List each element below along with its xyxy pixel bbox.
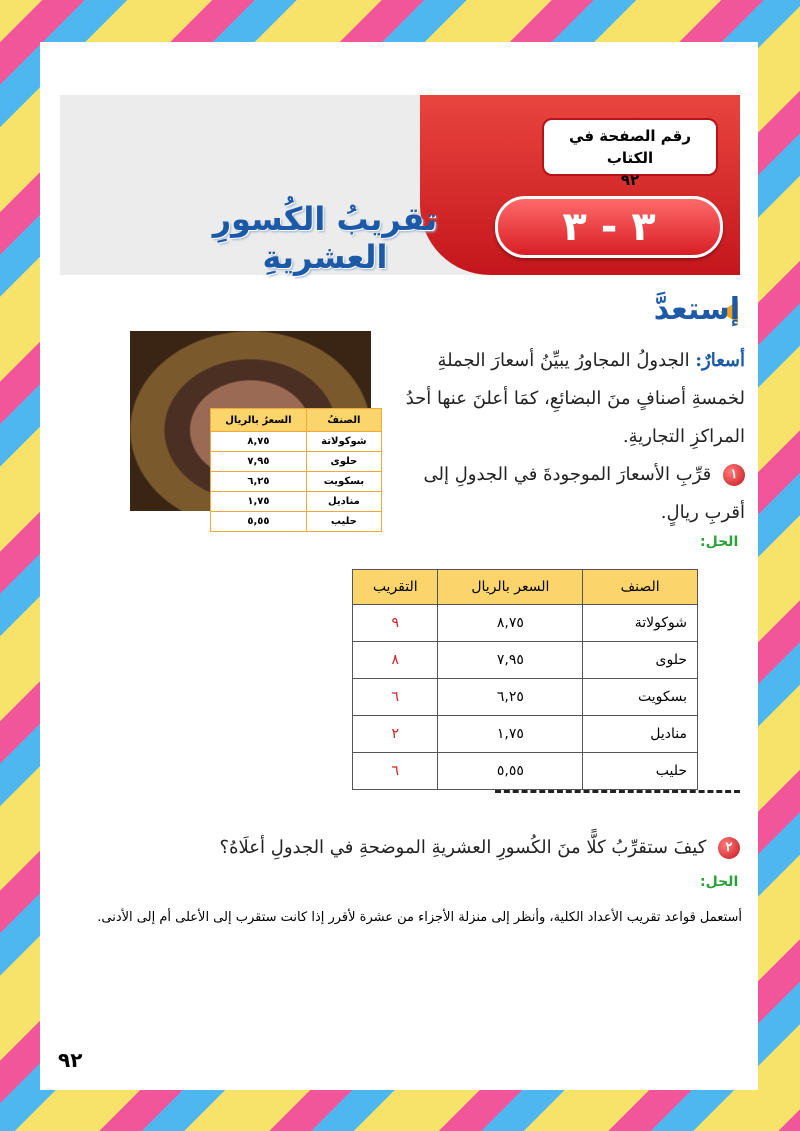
lesson-title: تقريبُ الكُسورِ العشريةِ [212, 200, 438, 276]
item-price: ٧,٩٥ [438, 642, 583, 679]
item-price: ٨,٧٥ [438, 605, 583, 642]
question-1 [395, 456, 745, 532]
mini-header-item: الصنفُ [306, 409, 381, 432]
header-item: الصنف [583, 570, 698, 605]
book-page-reference [542, 118, 718, 189]
dashed-divider [495, 790, 740, 793]
item-price: ١,٧٥ [438, 716, 583, 753]
item-rounded: ٦ [353, 679, 438, 716]
mini-table-row [211, 432, 382, 452]
intro-keyword: أسعارٌ: [695, 350, 745, 371]
mini-item: حليب [306, 512, 381, 532]
mini-item: مناديل [306, 492, 381, 512]
item-name: مناديل [583, 716, 698, 753]
question-1-text: قرِّبِ الأسعارَ الموجودةَ في الجدولِ إلى أقربِ ريالٍ. [423, 464, 745, 523]
question-2 [60, 832, 740, 864]
item-rounded: ٩ [353, 605, 438, 642]
item-name: شوكولاتة [583, 605, 698, 642]
mini-item: حلوى [306, 452, 381, 472]
mini-price: ٨,٧٥ [211, 432, 307, 452]
page-ref-label: رقم الصفحة في الكتاب [569, 127, 691, 167]
mini-table-row [211, 452, 382, 472]
section-title-ready: إستعدَّ [653, 292, 740, 327]
mini-item: بسكويت [306, 472, 381, 492]
question-number-badge: ٢ [718, 837, 740, 859]
header-price: السعر بالريال [438, 570, 583, 605]
table-row [353, 605, 698, 642]
mini-table-row [211, 492, 382, 512]
table-row [353, 679, 698, 716]
mini-price-table [210, 408, 382, 532]
intro-text: الجدولُ المجاورُ يبيِّنُ أسعارَ الجملةِ لخمسةِ أصنافٍ منَ البضائعِ، كمَا أعلنَ عنها أحدُ المراكزِ التجاريةِ. [405, 350, 745, 447]
item-name: بسكويت [583, 679, 698, 716]
item-name: حلوى [583, 642, 698, 679]
page-number: ٩٢ [58, 1048, 83, 1072]
lesson-number: ٣ - ٣ [495, 196, 723, 258]
question-number-badge: ١ [723, 464, 745, 486]
item-price: ٦,٢٥ [438, 679, 583, 716]
mini-table-row [211, 512, 382, 532]
question-2-text: كيفَ ستقرِّبُ كلًّا منَ الكُسورِ العشريةِ الموضحةِ في الجدولِ أعلَاهُ؟ [219, 837, 707, 858]
mini-item: شوكولاتة [306, 432, 381, 452]
item-name: حليب [583, 753, 698, 790]
mini-price: ٧,٩٥ [211, 452, 307, 472]
item-rounded: ٦ [353, 753, 438, 790]
mini-price: ٥,٥٥ [211, 512, 307, 532]
table-row [353, 716, 698, 753]
table-row [353, 753, 698, 790]
item-price: ٥,٥٥ [438, 753, 583, 790]
item-rounded: ٨ [353, 642, 438, 679]
intro-paragraph [395, 342, 745, 456]
mini-header-price: السعرُ بالريال [211, 409, 307, 432]
solution-label: الحل: [700, 534, 739, 550]
solution-label: الحل: [700, 874, 739, 890]
page-ref-value: ٩٢ [620, 171, 640, 189]
answer-text: أستعمل قواعد تقريب الأعداد الكلية، وأنظر إلى منزلة الأجزاء من عشرة لأقرر إذا كانت ستقرب إلى الأعلى أم إلى الأدنى. [97, 910, 742, 925]
rounding-table [352, 569, 698, 790]
mini-price: ٦,٢٥ [211, 472, 307, 492]
mini-table-row [211, 472, 382, 492]
table-row [353, 642, 698, 679]
mini-price: ١,٧٥ [211, 492, 307, 512]
item-rounded: ٢ [353, 716, 438, 753]
header-rounding: التقريب [353, 570, 438, 605]
